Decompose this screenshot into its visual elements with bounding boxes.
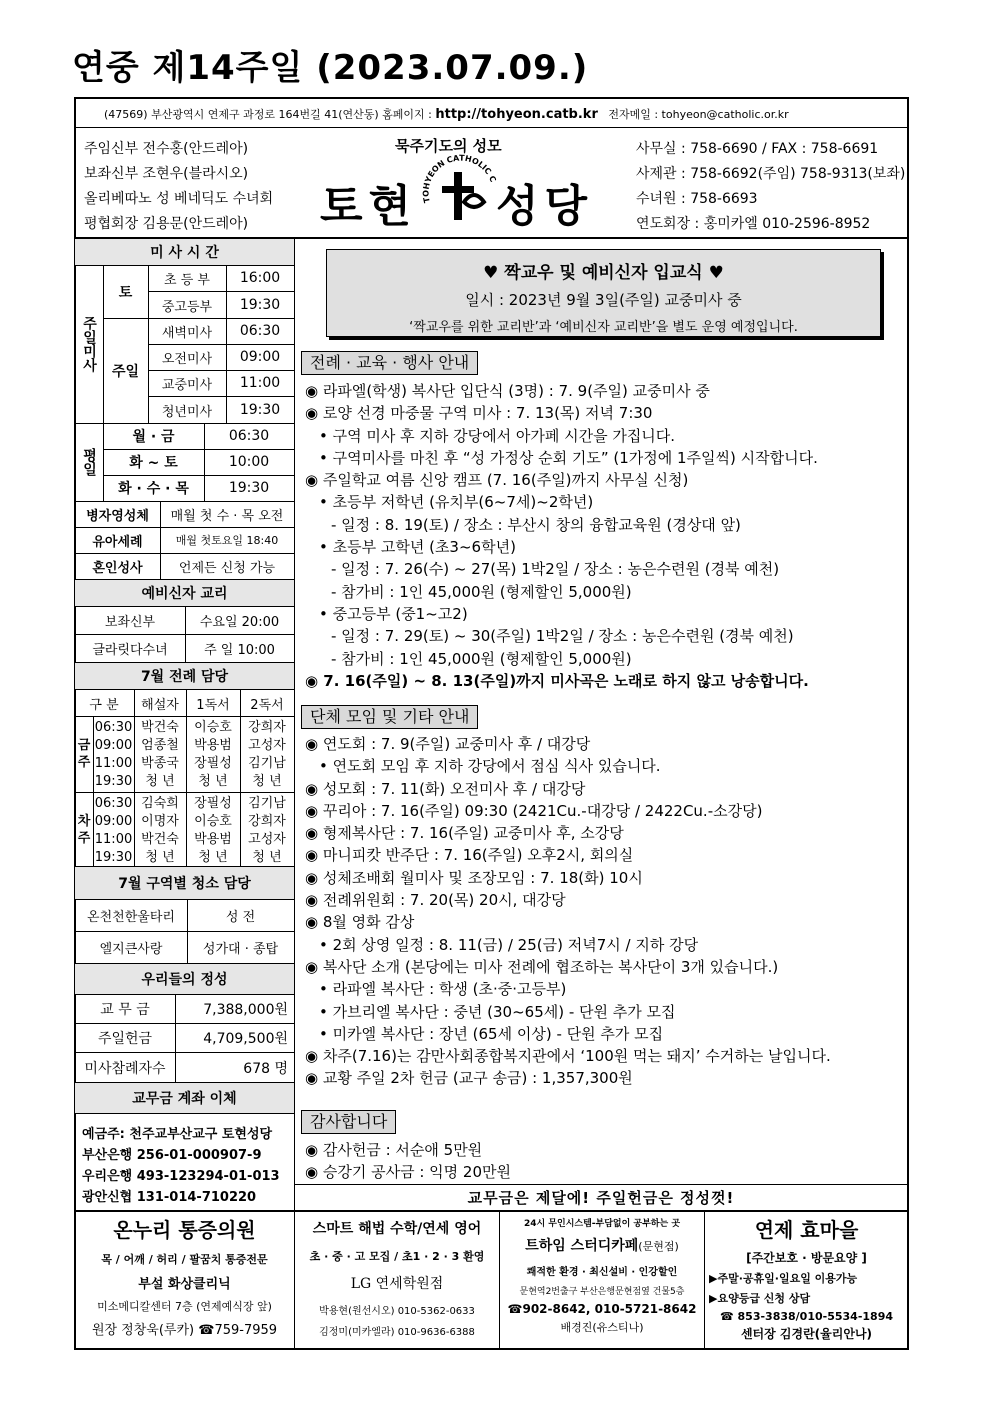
weekday-time: 10:00	[228, 454, 270, 470]
ad-title: 연제 효마을	[754, 1218, 859, 1242]
contact-item: 사제관 : 758-6692(주임) 758-9313(보좌)	[636, 166, 906, 182]
list-item: ◉ 연도회 : 7. 9(주일) 교중미사 후 / 대강당	[305, 735, 591, 753]
list-item: ◉ 전례위원회 : 7. 20(목) 20시, 대강당	[305, 891, 566, 910]
account-holder: 예금주: 천주교부산교구 토현성당	[82, 1127, 273, 1142]
ad-line: 목 / 어깨 / 허리 / 팔꿈치 통증전문	[101, 1253, 268, 1266]
ad-title: 스마트 해법 수학/연세 영어	[312, 1221, 482, 1237]
ad-title: 온누리 통증의원	[113, 1218, 256, 1242]
mass-time: 11:00	[239, 375, 281, 391]
mass-header: 미 사 시 간	[75, 239, 294, 265]
liturgy-col-header: 구 분	[89, 697, 119, 713]
list-item: ◉ 성모회 : 7. 11(화) 오전미사 후 / 대강당	[305, 779, 586, 798]
ad-line: (문현점)	[638, 1240, 679, 1253]
table-row: 19:30 청 년 청 년 청 년	[94, 774, 282, 789]
liturgy-col-header: 2독서	[250, 697, 284, 713]
sacrament-name: 유아세례	[92, 534, 143, 550]
homepage-link[interactable]: http://tohyeon.catb.kr	[435, 107, 598, 122]
offering-header: 우리들의 정성	[75, 964, 294, 994]
section-title-liturgy: 전례 · 교육 · 행사 안내	[301, 351, 478, 375]
ad-line: [주간보호 · 방문요양 ]	[746, 1251, 867, 1265]
list-item: ◉ 7. 16(주일) ~ 8. 13(주일)까지 미사곡은 노래로 하지 않고 낭송합니다.	[305, 671, 809, 690]
sacrament-name: 혼인성사	[92, 560, 143, 576]
staff-item: 주임신부 전수홍(안드레아)	[84, 141, 249, 157]
weekday-label: 평일	[81, 448, 97, 476]
sacrament-name: 병자영성체	[86, 508, 149, 524]
account-list	[82, 1124, 280, 1208]
offering-label: 교 무 금	[100, 1002, 150, 1018]
ad-care	[705, 1214, 908, 1342]
weekday-time: 06:30	[228, 428, 270, 444]
list-item: ◉ 교황 주일 2차 헌금 (교구 송금) : 1,357,300원	[305, 1069, 633, 1088]
account-number: 부산은행 256-01-000907-9	[82, 1148, 262, 1163]
list-item: ◉ 승강기 공사금 : 익명 20만원	[305, 1163, 511, 1181]
mass-name: 초 등 부	[164, 272, 210, 288]
contact-item: 연도회장 : 홍미카엘 010-2596-8952	[636, 216, 871, 232]
ad-line: 쾌적한 환경 · 최신설비 · 인강할인	[526, 1267, 678, 1278]
weekday-days: 화 ~ 토	[129, 455, 178, 471]
parish-name-right: 성당	[496, 181, 594, 232]
ad-line: 센터장 김경란(율리안나)	[740, 1327, 873, 1341]
parish-subtitle: 묵주기도의 성모	[395, 137, 502, 155]
mass-name: 중고등부	[161, 299, 213, 315]
liturgy-week-current	[93, 719, 294, 791]
cleaning-area: 온천천한울타리	[87, 910, 175, 925]
mass-name: 오전미사	[161, 351, 213, 367]
ad-line: 초 · 중 · 고 모집 / 초1 · 2 · 3 환영	[309, 1250, 485, 1263]
catechumen-time: 수요일 20:00	[199, 615, 280, 630]
cleaning-area: 엘지큰사랑	[99, 942, 163, 957]
weekday-time: 19:30	[228, 480, 270, 496]
mass-name: 교중미사	[161, 377, 213, 393]
ad-line: LG 연세학원점	[350, 1276, 444, 1292]
mass-time: 16:00	[239, 270, 281, 286]
account-header: 교무금 계좌 이체	[75, 1083, 294, 1113]
list-item: • 구역 미사 후 지하 강당에서 아가페 시간을 가집니다.	[319, 426, 676, 445]
ad-line: 김정미(미카엘라) 010-9636-6388	[319, 1327, 475, 1338]
list-item: - 참가비 : 1인 45,000원 (형제할인 5,000원)	[331, 649, 632, 668]
ad-line: ☎ 853-3838/010-5534-1894	[719, 1310, 893, 1323]
weekday-days: 월 · 금	[132, 429, 175, 445]
ad-line: 박용현(원선시오) 010-5362-0633	[319, 1306, 475, 1317]
staff-item: 올리베따노 성 베네딕도 수녀회	[84, 191, 274, 207]
logo-text: TOHYEON CATHOLIC C	[421, 153, 498, 204]
mass-time: 06:30	[239, 323, 281, 339]
parish-name-left: 토현	[320, 181, 418, 232]
mass-time: 19:30	[239, 402, 281, 418]
list-item: ◉ 감사헌금 : 서순애 5만원	[305, 1141, 483, 1159]
ad-line: ☎902-8642, 010-5721-8642	[507, 1302, 697, 1316]
notice-note: ‘짝교우를 위한 교리반’과 ‘예비신자 교리반’을 별도 운영 예정입니다.	[409, 320, 798, 335]
cleaning-place: 성 전	[225, 910, 256, 925]
notice-title: ♥ 짝교우 및 예비신자 입교식 ♥	[483, 263, 724, 283]
ad-line: 부설 화상클리닉	[138, 1277, 231, 1292]
table-row: 09:00 엄종철 박용범 고성자	[94, 738, 286, 753]
table-row: 09:00 이명자 이승호 강희자	[94, 814, 286, 829]
section-groups-list	[305, 733, 831, 1090]
contact-item: 사무실 : 758-6690 / FAX : 758-6691	[636, 141, 879, 157]
catechumen-teacher: 글라릿다수녀	[92, 643, 168, 658]
liturgy-header: 7월 전례 담당	[75, 663, 294, 689]
list-item: • 초등부 고학년 (초3~6학년)	[319, 538, 516, 557]
staff-item: 보좌신부 조현우(블라시오)	[84, 166, 249, 182]
saturday-label: 토	[118, 284, 133, 301]
weekday-days: 화 · 수 · 목	[118, 481, 189, 497]
sunday-mass-label: 주일미사	[81, 316, 97, 372]
list-item: - 일정 : 7. 26(수) ~ 27(목) 1박2일 / 장소 : 농은수련원 (경북 예천)	[331, 560, 780, 579]
list-item: • 2회 상영 일정 : 8. 11(금) / 25(금) 저녁7시 / 지하 강당	[319, 935, 699, 954]
list-item: ◉ 복사단 소개 (본당에는 미사 전례에 협조하는 복사단이 3개 있습니다.)	[305, 957, 779, 976]
mass-time: 09:00	[239, 349, 281, 365]
table-row: 11:00 박건숙 박용범 고성자	[94, 832, 286, 847]
section-title-groups: 단체 모임 및 기타 안내	[301, 705, 478, 729]
address-text: (47569) 부산광역시 연제구 과정로 164번길 41(연산동) 홈페이지 :	[104, 108, 432, 121]
offering-amount: 4,709,500원	[203, 1031, 288, 1047]
liturgy-col-header: 1독서	[196, 697, 230, 713]
account-number: 우리은행 493-123294-01-013	[82, 1169, 280, 1184]
list-item: - 일정 : 8. 19(토) / 장소 : 부산시 창의 융합교육원 (경상대 앞)	[331, 515, 741, 534]
offering-label: 주일헌금	[97, 1031, 153, 1047]
contact-item: 수녀원 : 758-6693	[636, 191, 758, 207]
catechumen-teacher: 보좌신부	[104, 615, 156, 630]
ad-academy	[295, 1218, 499, 1338]
ad-title: 트하임 스터디카페	[525, 1238, 639, 1254]
list-item: • 구역미사를 마친 후 “성 가정상 순회 기도” (1가정에 1주일씩) 시작합니다.	[319, 448, 818, 467]
church-cross-icon	[420, 150, 500, 230]
list-item: ◉ 마니피캇 반주단 : 7. 16(주일) 오후2시, 회의실	[305, 846, 634, 865]
page-title: 연중 제14주일 (2023.07.09.)	[72, 48, 589, 88]
sunday-label: 주일	[111, 363, 140, 380]
list-item: ◉ 8월 영화 감상	[305, 913, 415, 932]
sacrament-schedule: 매월 첫 수 · 목 오전	[170, 508, 284, 524]
list-item: ◉ 라파엘(학생) 복사단 입단식 (3명) : 7. 9(주일) 교중미사 중	[305, 382, 710, 400]
catechumen-header: 예비신자 교리	[75, 580, 294, 606]
ad-line: 원장 정창욱(루카) ☎759-7959	[91, 1323, 278, 1338]
list-item: ◉ 꾸리아 : 7. 16(주일) 09:30 (2421Cu.-대강당 / 2422Cu.-소강당)	[305, 801, 763, 820]
offering-label: 미사참례자수	[84, 1060, 166, 1077]
notice-date: 일시 : 2023년 9월 3일(주일) 교중미사 중	[465, 291, 742, 309]
table-row: 06:30 김숙희 장필성 김기남	[94, 796, 286, 811]
notice-box	[326, 249, 881, 337]
liturgy-col-header: 해설자	[141, 697, 179, 713]
cleaning-header: 7월 구역별 청소 담당	[75, 867, 294, 899]
list-item: • 연도회 모임 후 지하 강당에서 점심 식사 있습니다.	[319, 757, 661, 776]
email-text: 전자메일 : tohyeon@catholic.or.kr	[608, 108, 789, 121]
list-item: ◉ 차주(7.16)는 감만사회종합복지관에서 ‘100원 먹는 돼지’ 수거하는 날입니다.	[305, 1047, 831, 1066]
mass-name: 새벽미사	[161, 325, 213, 341]
ad-line: 문현역2번출구 부산은행문현점옆 건물5층	[519, 1287, 685, 1297]
list-item: ◉ 주일학교 여름 신앙 캠프 (7. 16(주일)까지 사무실 신청)	[305, 471, 689, 490]
list-item: ◉ 성체조배회 월미사 및 조장모임 : 7. 18(화) 10시	[305, 868, 643, 887]
table-row: 11:00 박종국 장필성 김기남	[94, 756, 286, 771]
table-row: 06:30 박건숙 이승호 강희자	[94, 720, 286, 735]
offering-amount: 7,388,000원	[203, 1002, 288, 1018]
sacrament-schedule: 매월 첫토요일 18:40	[175, 534, 279, 547]
address-line	[104, 106, 789, 122]
ad-line: 24시 무인시스템-부담없이 공부하는 곳	[523, 1219, 681, 1229]
table-row: 19:30 청 년 청 년 청 년	[94, 850, 282, 865]
list-item: ◉ 로양 선경 마중물 구역 미사 : 7. 13(목) 저녁 7:30	[305, 404, 653, 423]
list-item: • 초등부 저학년 (유치부(6~7세)~2학년)	[319, 493, 594, 512]
ad-line: 미소메디칼센터 7층 (연제예식장 앞)	[97, 1300, 272, 1313]
list-item: • 라파엘 복사단 : 학생 (초·중·고등부)	[319, 980, 567, 999]
staff-list	[84, 137, 273, 237]
list-item: - 참가비 : 1인 45,000원 (형제할인 5,000원)	[331, 582, 632, 601]
list-item: ◉ 형제복사단 : 7. 16(주일) 교중미사 후, 소강당	[305, 824, 624, 843]
parish-logo	[420, 150, 500, 230]
liturgy-week-label: 금주	[77, 738, 91, 770]
staff-item: 평협회장 김용문(안드레아)	[84, 216, 249, 232]
list-item: • 미카엘 복사단 : 장년 (65세 이상) - 단원 추가 모집	[319, 1024, 664, 1043]
list-item: • 가브리엘 복사단 : 중년 (30~65세) - 단원 추가 모집	[319, 1002, 676, 1021]
cleaning-place: 성가대 · 종탑	[202, 942, 279, 957]
ad-studycafe	[500, 1216, 704, 1335]
ad-line: ▶요양등급 신청 상담	[709, 1292, 811, 1305]
offering-amount: 678 명	[243, 1060, 288, 1077]
mass-time: 19:30	[239, 297, 281, 313]
ad-line: ▶주말·공휴일·일요일 이용가능	[709, 1272, 858, 1285]
contact-list	[636, 137, 905, 237]
ad-line: 배경진(유스티나)	[560, 1321, 644, 1334]
section-liturgy-list	[305, 380, 818, 692]
catechumen-time: 주 일 10:00	[204, 643, 275, 658]
sacrament-schedule: 언제든 신청 가능	[178, 560, 276, 576]
slogan: 교무금은 제달에! 주일헌금은 정성껏!	[467, 1189, 735, 1207]
list-item: • 중고등부 (중1~고2)	[319, 604, 468, 623]
liturgy-week-next	[93, 795, 294, 867]
list-item: - 일정 : 7. 29(토) ~ 30(주일) 1박2일 / 장소 : 농은수련원 (경북 예천)	[331, 627, 794, 646]
section-title-thanks: 감사합니다	[301, 1110, 396, 1134]
liturgy-week-label: 차주	[77, 813, 91, 846]
ad-clinic	[75, 1214, 294, 1338]
section-thanks-list	[305, 1139, 511, 1183]
mass-name: 청년미사	[161, 404, 213, 420]
account-number: 광안신협 131-014-710220	[82, 1190, 257, 1205]
